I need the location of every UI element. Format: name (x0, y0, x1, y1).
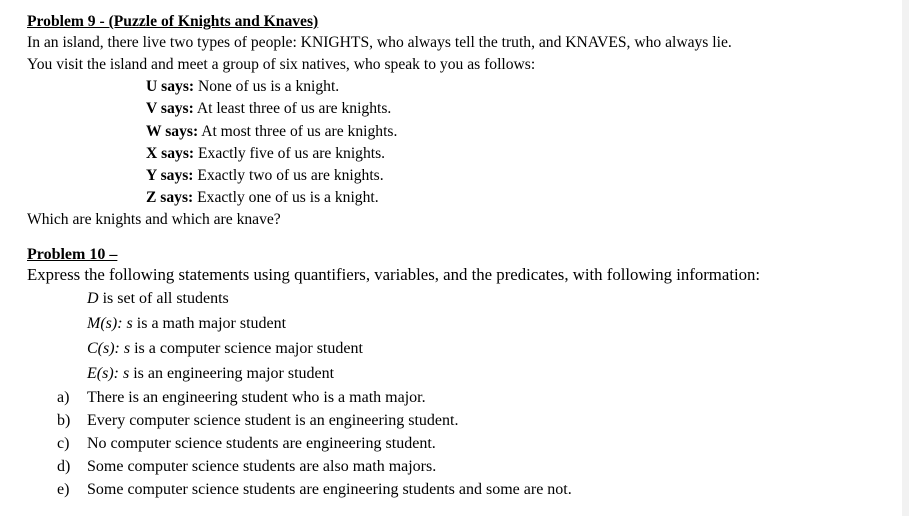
statement-text: Exactly two of us are knights. (197, 167, 384, 184)
item-e-text: Some computer science students are engineering students and some are not. (87, 481, 572, 498)
problem-9-intro-line-1: In an island, there live two types of people: KNIGHTS, who always tell the truth, and KNAVES, who always lie. (27, 34, 732, 51)
statement-text: None of us is a knight. (198, 78, 340, 95)
definition-d (87, 289, 229, 309)
problem-9-question: Which are knights and which are knave? (27, 211, 281, 228)
problem-9-title: Problem 9 - (Puzzle of Knights and Knaves) (27, 13, 319, 30)
definition-text: is an engineering major student (129, 365, 335, 382)
problem-10-title: Problem 10 – (27, 246, 118, 263)
definition-text: is a math major student (132, 315, 287, 332)
speaker-label: V says: (146, 100, 194, 117)
definition-symbol: D (87, 290, 99, 307)
item-c-label: c) (57, 435, 70, 452)
statement-y (146, 166, 384, 186)
speaker-label: U says: (146, 78, 195, 95)
item-c-text: No computer science students are engineering student. (87, 435, 436, 452)
definition-m (87, 314, 286, 334)
statement-text: At least three of us are knights. (196, 100, 392, 117)
statement-w (146, 122, 397, 142)
statement-u (146, 77, 339, 97)
definition-symbol: E(s): s (87, 365, 130, 382)
statement-text: At most three of us are knights. (201, 123, 398, 140)
speaker-label: W says: (146, 123, 199, 140)
speaker-label: Y says: (146, 167, 194, 184)
statement-text: Exactly one of us is a knight. (197, 189, 379, 206)
definition-e (87, 364, 334, 384)
speaker-label: Z says: (146, 189, 194, 206)
item-d-text: Some computer science students are also math majors. (87, 458, 437, 475)
definition-symbol: C(s): s (87, 340, 131, 357)
definition-c (87, 339, 363, 359)
page-edge-shadow (902, 0, 909, 516)
speaker-label: X says: (146, 145, 195, 162)
item-d-label: d) (57, 458, 71, 475)
item-a-label: a) (57, 389, 70, 406)
definition-text: is a computer science major student (130, 340, 363, 357)
statement-x (146, 144, 385, 164)
item-e-label: e) (57, 481, 70, 498)
statement-text: Exactly five of us are knights. (198, 145, 386, 162)
item-a-text: There is an engineering student who is a math major. (87, 389, 426, 406)
problem-9-intro-line-2: You visit the island and meet a group of six natives, who speak to you as follows: (27, 56, 536, 73)
item-b-label: b) (57, 412, 71, 429)
definition-text: is set of all students (98, 290, 229, 307)
definition-symbol: M(s): s (87, 315, 133, 332)
problem-10-intro: Express the following statements using quantifiers, variables, and the predicates, with following information: (27, 265, 761, 284)
item-b-text: Every computer science student is an engineering student. (87, 412, 459, 429)
statement-z (146, 188, 379, 208)
statement-v (146, 99, 391, 119)
